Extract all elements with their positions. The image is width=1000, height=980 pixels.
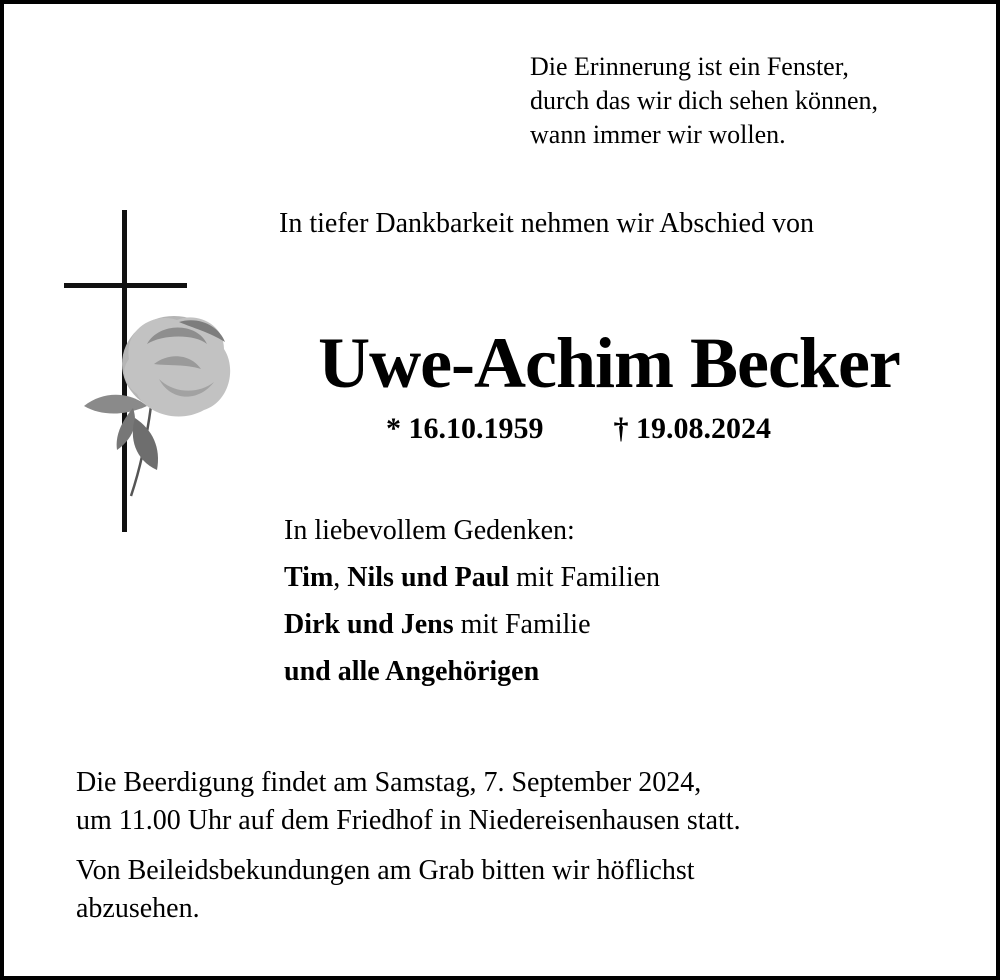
memorial-quote bbox=[530, 50, 970, 152]
mourners-line bbox=[284, 554, 660, 601]
funeral-line: Die Beerdigung findet am Samstag, 7. September 2024, bbox=[76, 767, 702, 798]
mourner-names: Dirk und Jens bbox=[284, 609, 454, 640]
death-date: † 19.08.2024 bbox=[613, 412, 771, 445]
life-dates bbox=[386, 412, 771, 446]
mourner-names: Nils und Paul bbox=[347, 562, 510, 593]
funeral-line: um 11.00 Uhr auf dem Friedhof in Niedereisenhausen statt. bbox=[76, 805, 741, 836]
condolence-line: Von Beileidsbekundungen am Grab bitten wir höflichst bbox=[76, 855, 695, 886]
birth-date: * 16.10.1959 bbox=[386, 412, 544, 445]
funeral-details bbox=[76, 764, 956, 940]
rose-icon bbox=[84, 316, 230, 496]
quote-line: durch das wir dich sehen können, bbox=[530, 86, 879, 115]
mourner-name: Tim bbox=[284, 562, 334, 593]
mourners-line bbox=[284, 648, 660, 695]
mourner-names: und alle Angehörigen bbox=[284, 656, 540, 687]
quote-line: wann immer wir wollen. bbox=[530, 120, 786, 149]
mourners-heading: In liebevollem Gedenken: bbox=[284, 515, 575, 546]
quote-line: Die Erinnerung ist ein Fenster, bbox=[530, 52, 849, 81]
cross-with-rose-illustration bbox=[59, 204, 239, 539]
farewell-intro: In tiefer Dankbarkeit nehmen wir Abschied von bbox=[279, 208, 814, 239]
mourner-suffix: mit Familien bbox=[509, 562, 661, 593]
deceased-name: Uwe-Achim Becker bbox=[318, 323, 900, 403]
funeral-announcement bbox=[76, 764, 956, 840]
condolence-line: abzusehen. bbox=[76, 893, 200, 924]
condolence-request bbox=[76, 852, 956, 928]
mourners-line bbox=[284, 601, 660, 648]
mourners-block bbox=[284, 507, 660, 695]
name-separator: , bbox=[333, 562, 348, 593]
mourner-suffix: mit Familie bbox=[453, 609, 591, 640]
